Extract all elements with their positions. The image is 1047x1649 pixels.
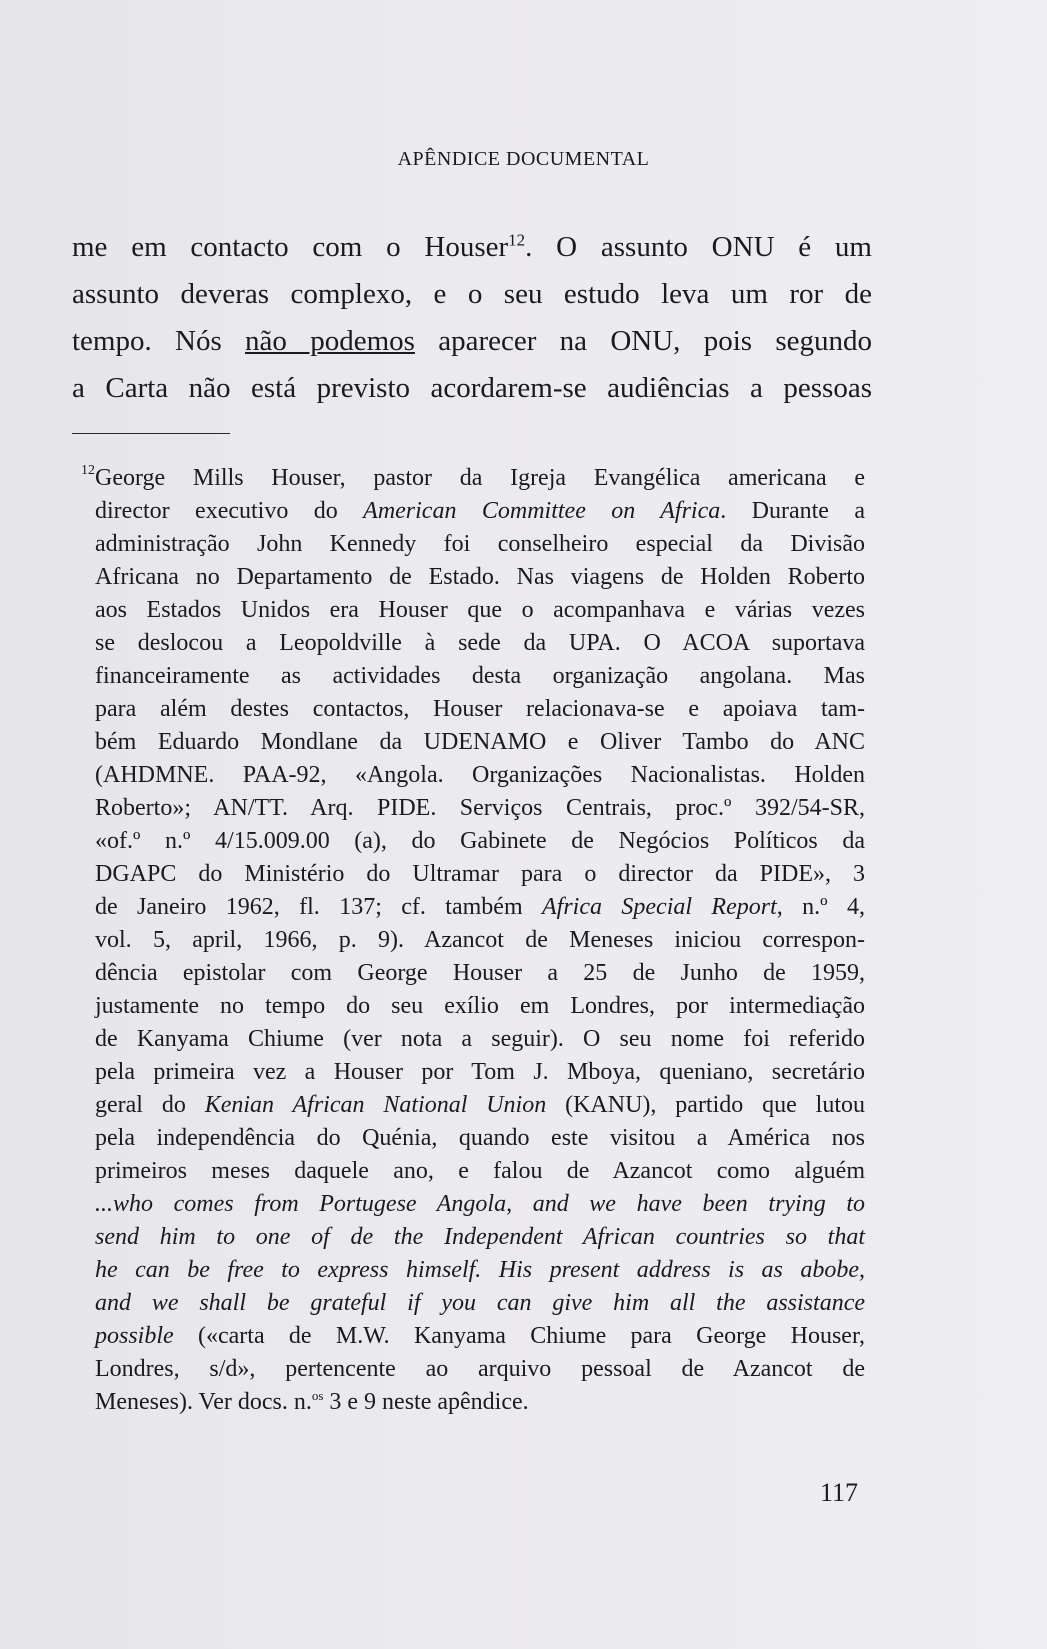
text-span: . Durante a — [720, 498, 866, 524]
footnote-line: para além destes contactos, Houser relacionava-se e apoiava tam- — [95, 696, 865, 722]
italic-text: Kenian African National Union — [204, 1092, 547, 1118]
footnote-line: justamente no tempo do seu exílio em Londres, por intermediação — [95, 993, 865, 1019]
footnote-line: Africana no Departamento de Estado. Nas viagens de Holden Roberto — [95, 564, 865, 590]
main-line — [72, 224, 872, 271]
footnote-line — [95, 1254, 865, 1287]
footnote-line: pela primeira vez a Houser por Tom J. Mboya, queniano, secretário — [95, 1059, 865, 1085]
text-span: Meneses). Ver docs. n. — [95, 1389, 312, 1415]
text-span: director executivo do — [95, 498, 364, 524]
text-span: (KANU), partido que lutou — [546, 1092, 866, 1118]
italic-text: Africa Special Report — [542, 894, 777, 920]
italic-text: ...who comes from Portugese Angola, and we have been trying to — [95, 1191, 865, 1217]
footnote-line — [95, 1188, 865, 1221]
footnote-line: de Kanyama Chiume (ver nota a seguir). O seu nome foi referido — [95, 1026, 865, 1052]
superscript-text: os — [311, 1388, 324, 1403]
italic-text: and we shall be grateful if you can give him all the assistance — [95, 1290, 865, 1316]
main-line — [72, 318, 872, 365]
text-span: geral do — [95, 1092, 205, 1118]
footnote-line: Londres, s/d», pertencente ao arquivo pessoal de Azancot de — [95, 1356, 865, 1382]
footnote-line — [95, 1221, 865, 1254]
italic-text: possible — [95, 1323, 174, 1349]
footnote-line: Roberto»; AN/TT. Arq. PIDE. Serviços Centrais, proc.º 392/54-SR, — [95, 795, 865, 821]
footnote-line: dência epistolar com George Houser a 25 de Junho de 1959, — [95, 960, 865, 986]
footnote-line: DGAPC do Ministério do Ultramar para o director da PIDE», 3 — [95, 861, 865, 887]
footnote-line: financeiramente as actividades desta organização angolana. Mas — [95, 663, 865, 689]
footnote-line: primeiros meses daquele ano, e falou de Azancot como alguém — [95, 1158, 865, 1184]
footnote-line: «of.º n.º 4/15.009.00 (a), do Gabinete de Negócios Políticos da — [95, 828, 865, 854]
text-span: de Janeiro 1962, fl. 137; cf. também — [95, 894, 543, 920]
footnote-line — [95, 495, 865, 528]
footnote-separator — [72, 433, 230, 434]
footnote-line: administração John Kennedy foi conselheiro especial da Divisão — [95, 531, 865, 557]
footnote-line — [95, 1089, 865, 1122]
main-line: a Carta não está previsto acordarem-se audiências a pessoas — [72, 372, 872, 404]
text-span: me em contacto com o Houser — [72, 231, 509, 263]
italic-text: American Committee on Africa — [363, 498, 721, 524]
footnote-line: George Mills Houser, pastor da Igreja Evangélica americana e — [95, 465, 865, 491]
footnote-line — [95, 1320, 865, 1353]
main-line: assunto deveras complexo, e o seu estudo leva um ror de — [72, 278, 872, 310]
footnote-line: se deslocou a Leopoldville à sede da UPA. O ACOA suportava — [95, 630, 865, 656]
underlined-text: não podemos — [245, 325, 415, 357]
footnote-line: pela independência do Quénia, quando este visitou a América nos — [95, 1125, 865, 1151]
main-text — [72, 224, 872, 412]
footnote-line — [95, 1287, 865, 1320]
text-span: tempo. Nós — [72, 325, 246, 357]
page-number: 117 — [820, 1478, 859, 1507]
footnote-line — [95, 1386, 865, 1419]
footnote-marker: 12 — [81, 463, 95, 478]
text-span: , n.º 4, — [776, 894, 865, 920]
footnote-line — [95, 891, 865, 924]
italic-text: send him to one of de the Independent African countries so that — [95, 1224, 865, 1250]
text-span: 3 e 9 neste apêndice. — [323, 1389, 529, 1415]
footnote — [81, 462, 866, 1419]
italic-text: he can be free to express himself. His present address is as abobe, — [95, 1257, 865, 1283]
footnote-line: aos Estados Unidos era Houser que o acompanhava e várias vezes — [95, 597, 865, 623]
footnote-line: bém Eduardo Mondlane da UDENAMO e Oliver Tambo do ANC — [95, 729, 865, 755]
text-span: («carta de M.W. Kanyama Chiume para George Houser, — [173, 1323, 865, 1349]
footnote-line: vol. 5, april, 1966, p. 9). Azancot de Meneses iniciou correspon- — [95, 927, 865, 953]
running-header: APÊNDICE DOCUMENTAL — [397, 148, 650, 170]
footnote-line: (AHDMNE. PAA-92, «Angola. Organizações Nacionalistas. Holden — [95, 762, 865, 788]
text-span: aparecer na ONU, pois segundo — [414, 325, 872, 357]
footnote-reference: 12 — [508, 230, 526, 250]
text-span: . O assunto ONU é um — [525, 231, 872, 263]
